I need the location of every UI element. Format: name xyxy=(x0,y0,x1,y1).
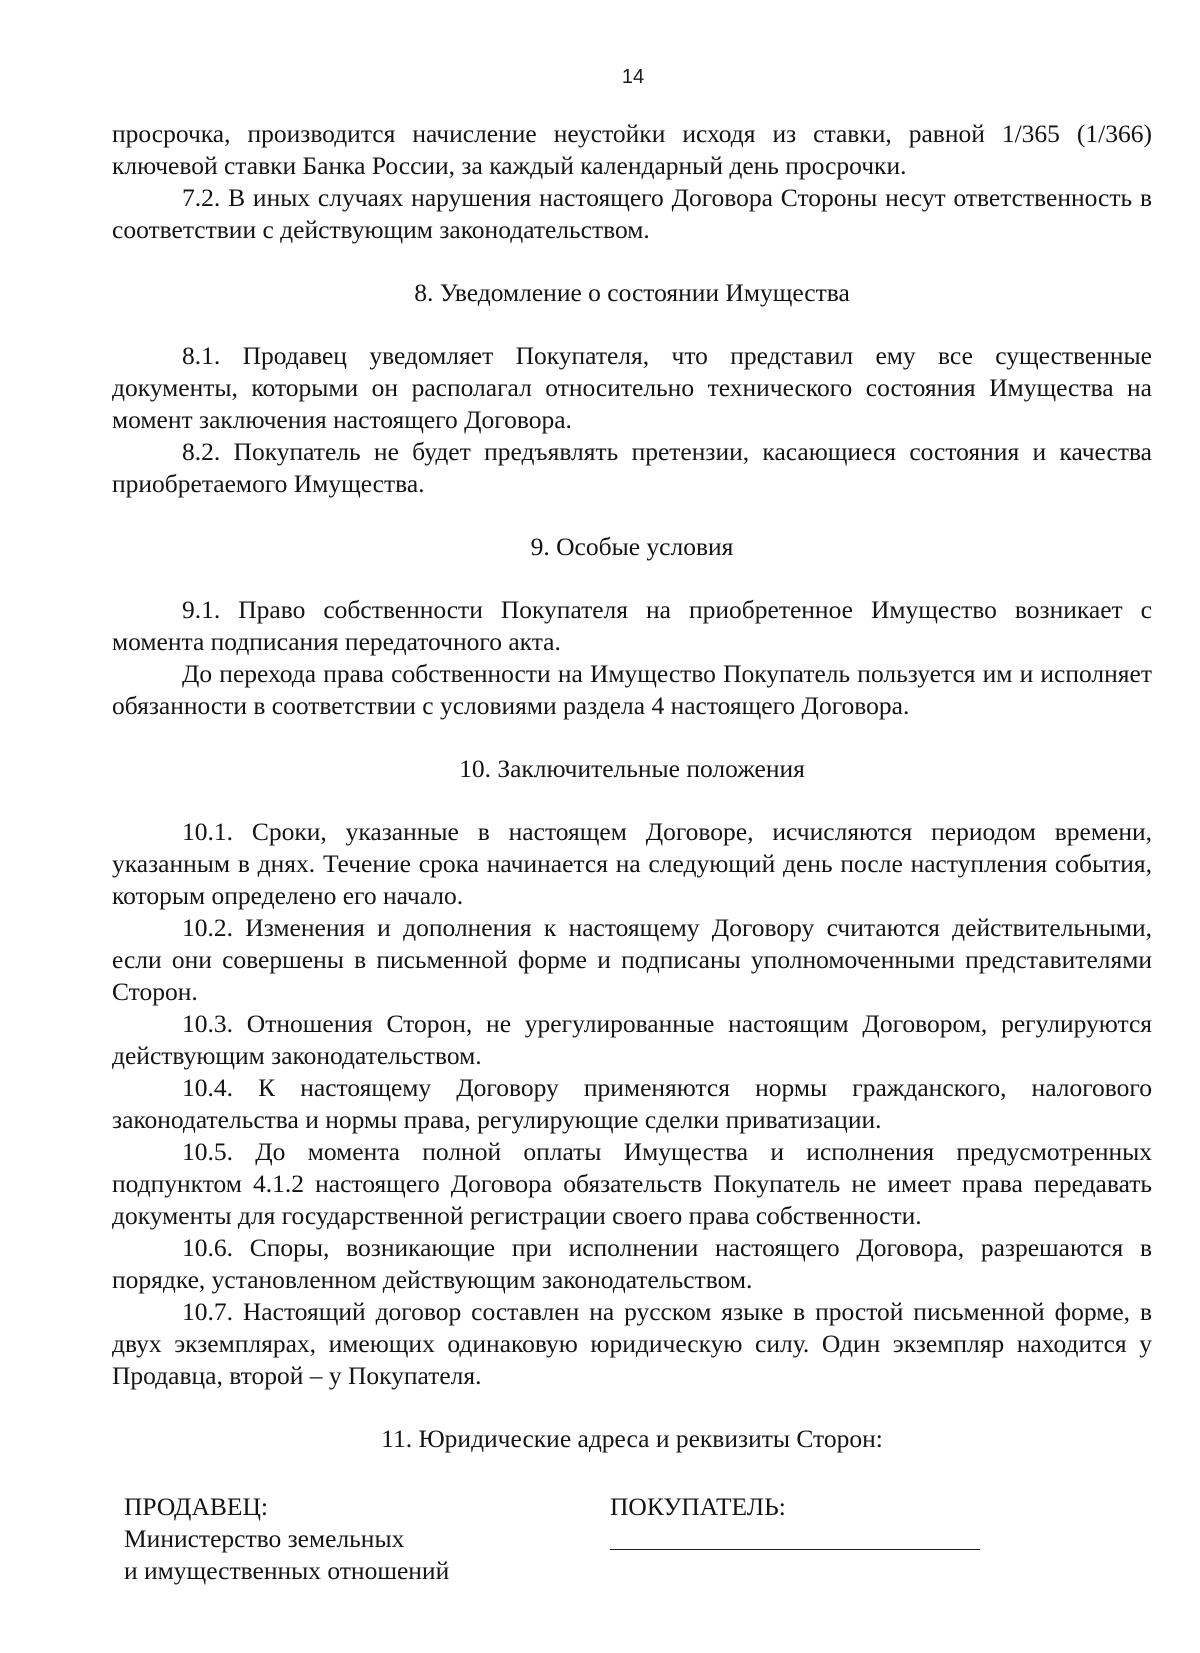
paragraph-10-2: 10.2. Изменения и дополнения к настоящему Договору считаются действительными, если они совершены в письменной форме и подписаны уполномоченными представителями Сторон. xyxy=(112,913,1152,1006)
paragraph-10-6: 10.6. Споры, возникающие при исполнении настоящего Договора, разрешаются в порядке, установленном действующим законодательством. xyxy=(112,1233,1152,1294)
paragraph-10-7: 10.7. Настоящий договор составлен на русском языке в простой письменной форме, в двух экземплярах, имеющих одинаковую юридическую силу. Один экземпляр находится у Продавца, второй – у Покупателя. xyxy=(112,1297,1152,1390)
buyer-blank-line xyxy=(610,1523,980,1550)
document-body xyxy=(112,118,1152,1455)
seller-name-line-2: и имущественных отношений xyxy=(124,1556,450,1585)
seller-label: ПРОДАВЕЦ: xyxy=(124,1492,268,1521)
paragraph-10-1: 10.1. Сроки, указанные в настоящем Договоре, исчисляются периодом времени, указанным в днях. Течение срока начинается на следующий день после наступления события, которым определено его начало. xyxy=(112,817,1152,910)
buyer-label: ПОКУПАТЕЛЬ: xyxy=(610,1492,786,1521)
paragraph-10-4: 10.4. К настоящему Договору применяются нормы гражданского, налогового законодательства и нормы права, регулирующие сделки приватизации. xyxy=(112,1073,1152,1134)
seller-block xyxy=(124,1491,449,1587)
section-10-heading: 10. Заключительные положения xyxy=(459,754,805,783)
seller-name-line-1: Министерство земельных xyxy=(124,1524,405,1553)
paragraph-7-2: 7.2. В иных случаях нарушения настоящего Договора Стороны несут ответственность в соответствии с действующим законодательством. xyxy=(112,183,1152,244)
section-11-heading: 11. Юридические адреса и реквизиты Сторон: xyxy=(381,1424,883,1453)
paragraph-9-1: 9.1. Право собственности Покупателя на приобретенное Имущество возникает с момента подписания передаточного акта. xyxy=(112,595,1152,656)
paragraph-10-5: 10.5. До момента полной оплаты Имущества и исполнения предусмотренных подпунктом 4.1.2 настоящего Договора обязательств Покупатель не имеет права передавать документы для государственной регистрации своего права собственности. xyxy=(112,1137,1152,1230)
paragraph-10-3: 10.3. Отношения Сторон, не урегулированные настоящим Договором, регулируются действующим законодательством. xyxy=(112,1009,1152,1070)
buyer-block xyxy=(610,1491,980,1550)
paragraph-penalty-continuation: просрочка, производится начисление неустойки исходя из ставки, равной 1/365 (1/366) ключевой ставки Банка России, за каждый календарный день просрочки. xyxy=(112,119,1152,180)
paragraph-8-2: 8.2. Покупатель не будет предъявлять претензии, касающиеся состояния и качества приобретаемого Имущества. xyxy=(112,437,1152,498)
section-8-heading: 8. Уведомление о состоянии Имущества xyxy=(414,278,850,307)
paragraph-8-1: 8.1. Продавец уведомляет Покупателя, что представил ему все существенные документы, которыми он располагал относительно технического состояния Имущества на момент заключения настоящего Договора. xyxy=(112,341,1152,434)
section-9-heading: 9. Особые условия xyxy=(530,532,734,561)
paragraph-9-continuation: До перехода права собственности на Имущество Покупатель пользуется им и исполняет обязанности в соответствии с условиями раздела 4 настоящего Договора. xyxy=(112,659,1152,720)
page-number: 14 xyxy=(621,66,645,88)
